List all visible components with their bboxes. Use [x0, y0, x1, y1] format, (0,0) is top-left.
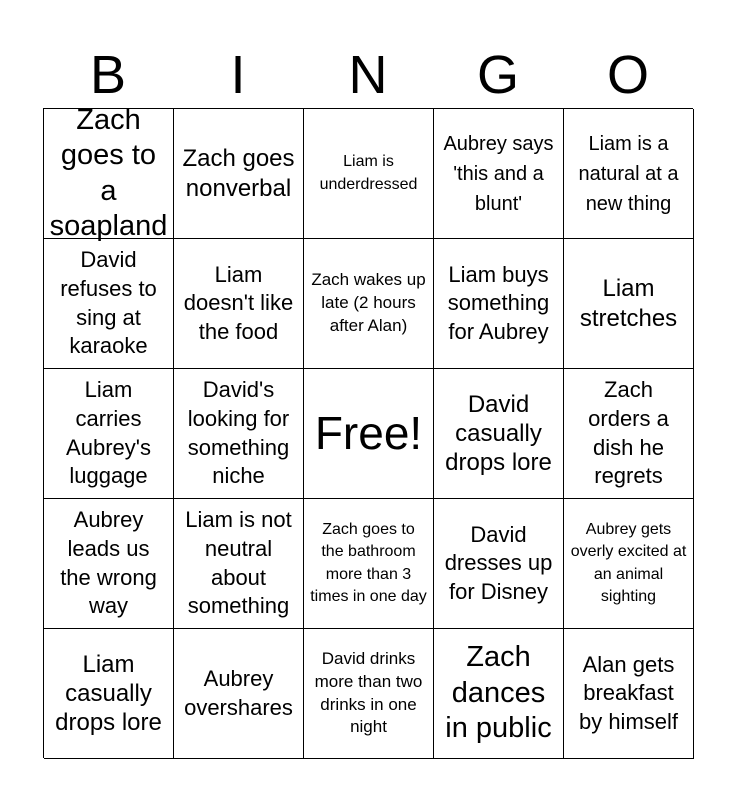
cell-text: Alan gets breakfast by himself: [578, 651, 679, 734]
bingo-cell[interactable]: [174, 239, 304, 369]
cell-text: Aubrey leads us the wrong way: [60, 507, 157, 619]
cell-text: Liam casually drops lore: [55, 650, 162, 737]
header-letter-b: B: [89, 45, 127, 105]
cell-text: Liam is a natural at a new thing: [578, 132, 679, 215]
header-letter-i: I: [230, 45, 246, 105]
header-letter-o: O: [606, 45, 649, 105]
bingo-cell[interactable]: [564, 369, 694, 499]
bingo-cell[interactable]: [564, 499, 694, 629]
cell-text: Zach goes to a soapland: [49, 103, 168, 242]
cell-text: Zach dances in public: [445, 641, 552, 745]
cell-text: Zach goes nonverbal: [182, 145, 295, 202]
cell-text: Zach wakes up late (2 hours after Alan): [311, 270, 426, 335]
cell-text: Liam doesn't like the food: [183, 261, 294, 344]
free-space-label: Free!: [314, 407, 423, 460]
header-letter-n: N: [348, 45, 388, 105]
cell-text: David's looking for something niche: [187, 377, 290, 489]
cell-text: Liam carries Aubrey's luggage: [66, 377, 151, 489]
cell-text: David drinks more than two drinks in one night: [314, 648, 423, 737]
bingo-cell[interactable]: [174, 369, 304, 499]
bingo-board: [43, 103, 693, 758]
bingo-cell[interactable]: [304, 629, 434, 759]
cell-text: Liam buys something for Aubrey: [447, 261, 550, 344]
cell-text: David dresses up for Disney: [444, 521, 553, 604]
cell-text: Liam is underdressed: [319, 153, 418, 193]
bingo-cell[interactable]: [44, 369, 174, 499]
cell-text: Zach goes to the bathroom more than 3 times in one day: [310, 520, 427, 605]
cell-text: Aubrey says 'this and a blunt': [443, 132, 554, 215]
cell-text: Liam is not neutral about something: [185, 507, 292, 619]
free-space-cell[interactable]: [304, 369, 434, 499]
cell-text: Liam stretches: [579, 275, 678, 332]
bingo-cell[interactable]: [434, 629, 564, 759]
bingo-cell[interactable]: [304, 109, 434, 239]
cell-text: David casually drops lore: [445, 390, 552, 477]
bingo-cell[interactable]: [564, 109, 694, 239]
bingo-cell[interactable]: [434, 499, 564, 629]
cell-text: Aubrey overshares: [184, 665, 293, 720]
header-letter-g: G: [476, 45, 519, 105]
cell-text: David refuses to sing at karaoke: [60, 247, 157, 359]
bingo-cell[interactable]: [434, 109, 564, 239]
cell-text: Aubrey gets overly excited at an animal sighting: [570, 520, 687, 605]
bingo-cell[interactable]: [304, 499, 434, 629]
bingo-cell[interactable]: [44, 629, 174, 759]
bingo-cell[interactable]: [174, 629, 304, 759]
bingo-cell[interactable]: [304, 239, 434, 369]
bingo-cell[interactable]: [44, 499, 174, 629]
bingo-cell[interactable]: [44, 103, 174, 242]
bingo-header: [43, 42, 693, 108]
cell-text: Zach orders a dish he regrets: [588, 377, 669, 489]
bingo-cell[interactable]: [174, 499, 304, 629]
bingo-cell[interactable]: [174, 109, 304, 239]
bingo-cell[interactable]: [564, 239, 694, 369]
bingo-cell[interactable]: [434, 369, 564, 499]
bingo-cell[interactable]: [44, 239, 174, 369]
bingo-cell[interactable]: [434, 239, 564, 369]
bingo-cell[interactable]: [564, 629, 694, 759]
